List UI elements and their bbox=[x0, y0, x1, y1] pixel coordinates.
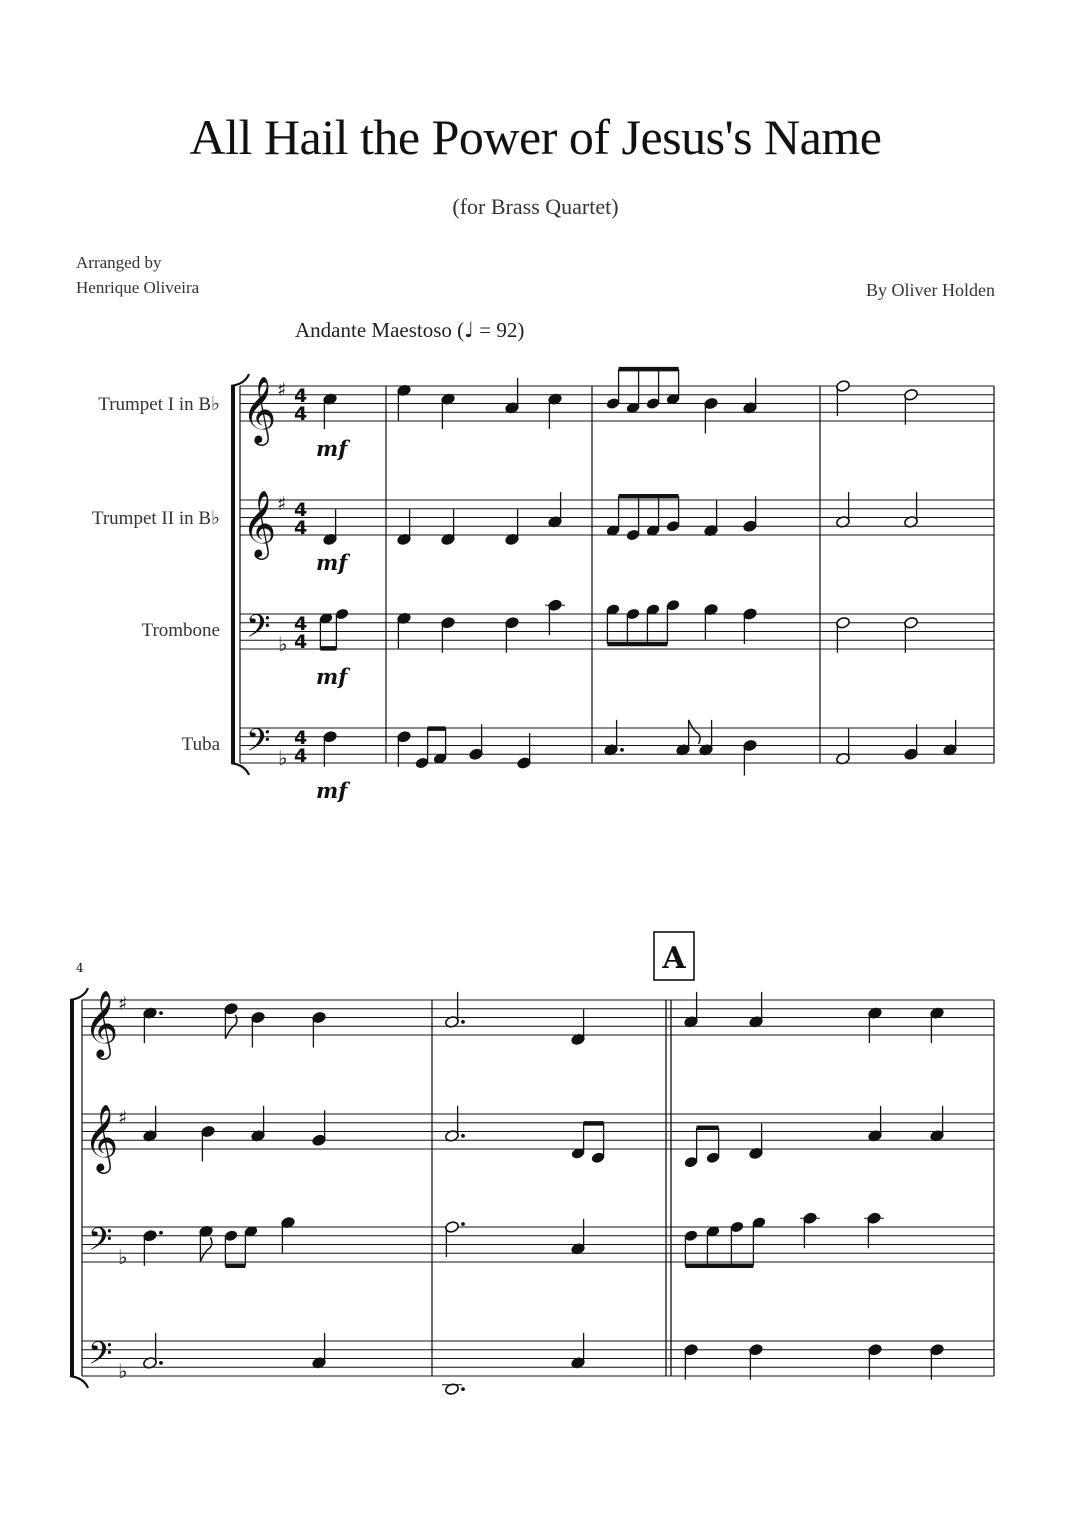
staff-system2-3 bbox=[82, 1227, 994, 1262]
note bbox=[517, 733, 532, 769]
augmentation-dot bbox=[461, 1020, 465, 1024]
bass-clef-icon: 𝄢 bbox=[88, 1221, 113, 1265]
staff-system2-2 bbox=[82, 1114, 994, 1149]
note bbox=[571, 1219, 586, 1255]
note bbox=[224, 1002, 239, 1038]
note bbox=[143, 1106, 158, 1142]
note bbox=[469, 724, 484, 760]
sharp-icon: ♯ bbox=[118, 1107, 128, 1129]
note bbox=[743, 608, 758, 644]
dynamic-marking: mf bbox=[316, 436, 348, 461]
instrument-name-tuba: Tuba bbox=[181, 734, 220, 755]
note bbox=[930, 1343, 945, 1379]
note bbox=[143, 1007, 163, 1043]
treble-clef-icon: 𝄞 bbox=[242, 489, 277, 557]
note bbox=[143, 1333, 163, 1369]
tempo-value: = 92) bbox=[479, 318, 525, 342]
note bbox=[904, 616, 919, 652]
note bbox=[548, 393, 563, 429]
sharp-icon: ♯ bbox=[118, 993, 128, 1015]
tempo-text: Andante Maestoso ( bbox=[295, 318, 465, 342]
note bbox=[281, 1216, 296, 1252]
note bbox=[251, 1106, 266, 1142]
note bbox=[930, 1106, 945, 1142]
note bbox=[323, 730, 338, 766]
bass-clef-icon: 𝄢 bbox=[246, 722, 271, 766]
time-signature-numerator: 4 bbox=[294, 499, 308, 521]
note bbox=[749, 1343, 764, 1379]
note bbox=[143, 1229, 163, 1265]
note bbox=[445, 992, 465, 1028]
time-signature-denominator: 4 bbox=[294, 403, 308, 425]
sharp-icon: ♯ bbox=[277, 493, 287, 515]
note bbox=[505, 616, 520, 652]
note bbox=[676, 720, 701, 756]
beamed-group bbox=[606, 369, 681, 414]
sharp-icon: ♯ bbox=[277, 379, 287, 401]
augmentation-dot bbox=[159, 1231, 163, 1235]
flat-icon: ♭ bbox=[118, 1359, 128, 1383]
arranger-name: Henrique Oliveira bbox=[76, 278, 200, 297]
dynamic-marking: mf bbox=[316, 664, 348, 689]
note bbox=[604, 720, 624, 756]
note bbox=[704, 603, 719, 639]
note bbox=[943, 720, 958, 756]
note bbox=[749, 992, 764, 1028]
note bbox=[312, 1110, 327, 1146]
note bbox=[743, 496, 758, 532]
note bbox=[323, 509, 338, 545]
augmentation-dot bbox=[461, 1222, 465, 1226]
note bbox=[904, 724, 919, 760]
time-signature-denominator: 4 bbox=[294, 745, 308, 767]
bracket-hook-bottom bbox=[70, 1376, 88, 1388]
note bbox=[864, 1212, 884, 1248]
augmentation-dot bbox=[159, 1011, 163, 1015]
time-signature-numerator: 4 bbox=[294, 385, 308, 407]
bass-clef-icon: 𝄢 bbox=[88, 1335, 113, 1379]
note bbox=[251, 1011, 266, 1047]
time-signature-numerator: 4 bbox=[294, 613, 308, 635]
instrument-name-trombone: Trombone bbox=[141, 620, 220, 641]
time-signature-denominator: 4 bbox=[294, 517, 308, 539]
composer-credit: By Oliver Holden bbox=[866, 280, 995, 300]
rehearsal-mark: A bbox=[662, 941, 686, 976]
beamed-group bbox=[684, 1128, 721, 1169]
note bbox=[684, 1343, 699, 1379]
beamed-group bbox=[606, 599, 681, 644]
flag bbox=[689, 720, 701, 744]
note bbox=[199, 1225, 214, 1261]
treble-clef-icon: 𝄞 bbox=[242, 375, 277, 443]
note bbox=[548, 492, 563, 528]
treble-clef-icon: 𝄞 bbox=[84, 1103, 119, 1171]
beamed-group bbox=[224, 1225, 259, 1266]
note bbox=[868, 1007, 883, 1043]
time-signature-numerator: 4 bbox=[294, 727, 308, 749]
note bbox=[201, 1125, 216, 1161]
instrument-name-trumpet-1: Trumpet I in B♭ bbox=[98, 394, 220, 415]
flag bbox=[200, 1237, 212, 1261]
quarter-note-icon: ♩ bbox=[464, 318, 475, 342]
note bbox=[930, 1007, 945, 1043]
beamed-group bbox=[571, 1123, 606, 1164]
note bbox=[836, 616, 851, 652]
arranger-label: Arranged by bbox=[76, 253, 162, 272]
note bbox=[445, 1106, 465, 1142]
note bbox=[445, 1221, 465, 1257]
flat-icon: ♭ bbox=[118, 1245, 128, 1269]
note bbox=[868, 1106, 883, 1142]
dynamic-marking: mf bbox=[316, 550, 348, 575]
flat-icon: ♭ bbox=[278, 746, 288, 770]
score-subtitle: (for Brass Quartet) bbox=[452, 194, 619, 219]
augmentation-dot bbox=[461, 1134, 465, 1138]
note bbox=[397, 730, 412, 766]
note bbox=[397, 509, 412, 545]
dynamic-marking: mf bbox=[316, 778, 348, 803]
augmentation-dot bbox=[461, 1387, 465, 1391]
note bbox=[800, 1212, 820, 1248]
note bbox=[312, 1333, 327, 1369]
treble-clef-icon: 𝄞 bbox=[84, 989, 119, 1057]
note bbox=[442, 1383, 465, 1396]
note bbox=[571, 1009, 586, 1045]
note bbox=[323, 393, 338, 429]
augmentation-dot bbox=[159, 1361, 163, 1365]
note bbox=[571, 1333, 586, 1369]
note bbox=[704, 397, 719, 433]
note bbox=[836, 380, 851, 416]
note bbox=[743, 739, 758, 775]
note bbox=[743, 378, 758, 414]
note bbox=[441, 393, 456, 429]
note bbox=[904, 388, 919, 424]
beamed-group bbox=[684, 1216, 767, 1266]
measure-number: 4 bbox=[76, 961, 84, 975]
note bbox=[397, 612, 412, 648]
note bbox=[868, 1343, 883, 1379]
augmentation-dot bbox=[620, 748, 624, 752]
note bbox=[505, 509, 520, 545]
staff-system2-1 bbox=[82, 1000, 994, 1035]
note bbox=[836, 492, 851, 528]
score-title: All Hail the Power of Jesus's Name bbox=[189, 109, 882, 165]
note bbox=[312, 1011, 327, 1047]
note bbox=[904, 492, 919, 528]
note bbox=[836, 729, 851, 765]
note bbox=[749, 1123, 764, 1159]
instrument-name-trumpet-2: Trumpet II in B♭ bbox=[91, 508, 220, 529]
note bbox=[441, 616, 456, 652]
note bbox=[684, 992, 699, 1028]
note bbox=[545, 599, 565, 635]
note bbox=[704, 501, 719, 537]
note bbox=[505, 378, 520, 414]
flat-icon: ♭ bbox=[278, 632, 288, 656]
staff-system2-4 bbox=[82, 1341, 994, 1376]
note bbox=[397, 384, 412, 420]
time-signature-denominator: 4 bbox=[294, 631, 308, 653]
note bbox=[441, 509, 456, 545]
bass-clef-icon: 𝄢 bbox=[246, 608, 271, 652]
